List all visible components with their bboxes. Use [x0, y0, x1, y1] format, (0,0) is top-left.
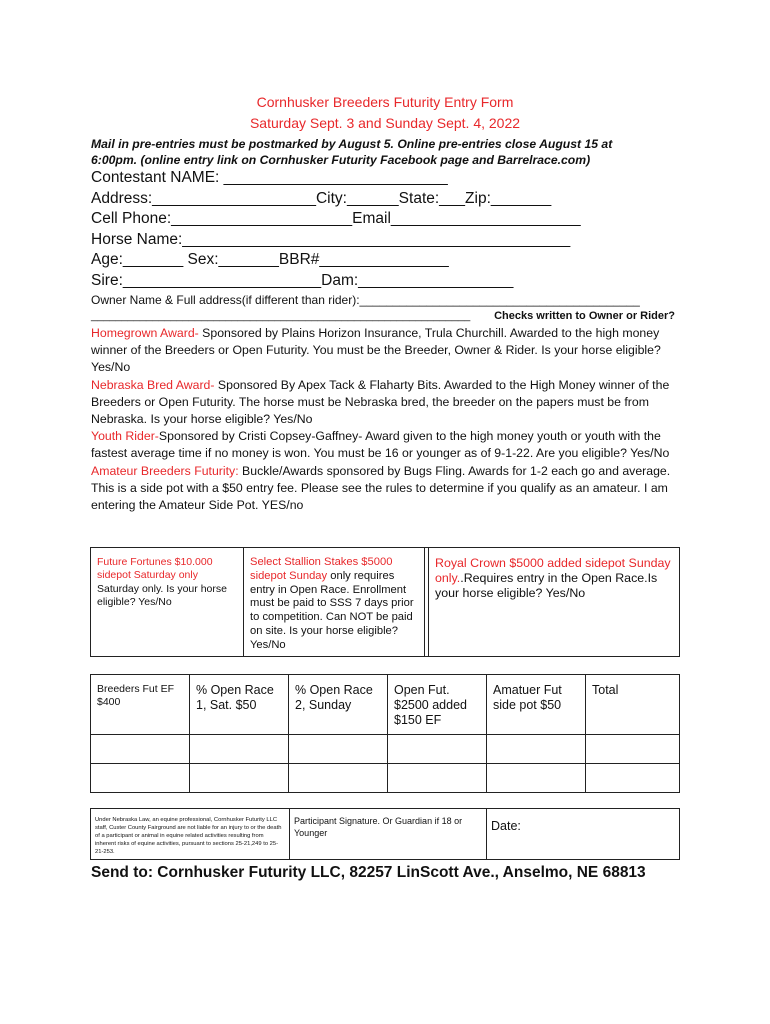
fee-cell[interactable] [487, 735, 586, 764]
participant-signature[interactable]: Participant Signature. Or Guardian if 18 or Younger [290, 809, 487, 860]
mail-instructions: Mail in pre-entries must be postmarked by August 5. Online pre-entries close August 15 at 6:00pm. (online entry link on Cornhusker Futurity Facebook page and Barrelrace.com) [91, 137, 613, 167]
signature-table [90, 808, 680, 860]
contestant-name-field[interactable]: Contestant NAME: __________________________ [91, 169, 448, 186]
sidepot-table [90, 547, 680, 657]
award-amateur [91, 463, 679, 515]
fee-cell[interactable] [586, 735, 680, 764]
award-text: Sponsored by Plains Horizon Insurance, Trula Churchill. Awarded to the high money winner of the Breeders or Open Futurity. You must be the Breeder, Owner & Rider. Is your horse eligible? Yes/No [91, 326, 661, 375]
fee-cell[interactable] [289, 735, 388, 764]
sidepot-title: Royal Crown $5000 added sidepot Sunday only. [435, 556, 671, 585]
fee-cell[interactable] [91, 764, 190, 793]
sidepot-title: Select Stallion Stakes $5000 sidepot Sunday [250, 556, 393, 582]
sire-dam-field[interactable]: Sire:_______________________Dam:__________________ [91, 272, 514, 289]
fee-cell[interactable] [388, 735, 487, 764]
fee-header-total: Total [586, 675, 680, 735]
fee-table [90, 674, 680, 793]
fee-header-open-futurity: Open Fut. $2500 added $150 EF [388, 675, 487, 735]
award-label: Homegrown Award- [91, 326, 199, 340]
sidepot-select-stallion[interactable] [244, 548, 425, 657]
form-title: Cornhusker Breeders Futurity Entry Form [256, 94, 514, 110]
awards-section [91, 325, 679, 514]
send-to-address: Send to: Cornhusker Futurity LLC, 82257 LinScott Ave., Anselmo, NE 68813 [91, 864, 646, 881]
fee-cell[interactable] [91, 735, 190, 764]
horse-name-field[interactable]: Horse Name:_____________________________________________ [91, 231, 571, 248]
owner-blank-line[interactable]: ______________________________________________________________ [91, 310, 471, 322]
checks-payee: Checks written to Owner or Rider? [494, 310, 675, 322]
fee-cell[interactable] [190, 764, 289, 793]
award-text: Buckle/Awards sponsored by Bugs Fling. Awards for 1-2 each go and average. This is a side pot with a $50 entry fee. Please see the rules to determine if you qualify as an amateur. I am entering the Amateur Side Pot. YES/no [91, 463, 671, 513]
sidepot-title: Future Fortunes $10.000 sidepot Saturday only [97, 556, 213, 582]
fee-cell[interactable] [586, 764, 680, 793]
fee-cell[interactable] [388, 764, 487, 793]
award-homegrown [91, 325, 679, 377]
age-sex-bbr-field[interactable]: Age:_______ Sex:_______BBR#_______________ [91, 251, 449, 268]
fee-header-amateur: Amatuer Fut side pot $50 [487, 675, 586, 735]
award-youth-rider [91, 428, 679, 462]
fee-header-open-race-1: % Open Race 1, Sat. $50 [190, 675, 289, 735]
award-label: Amateur Breeders Futurity: [91, 463, 239, 478]
award-label: Youth Rider- [91, 429, 159, 444]
award-nebraska-bred [91, 377, 679, 429]
sidepot-text: only requires entry in Open Race. Enrollment must be paid to SSS 7 days prior to competition. Can NOT be paid on site. Is your horse eligible? Yes/No [250, 569, 414, 651]
address-field[interactable]: Address:___________________City:______State:___Zip:_______ [91, 190, 552, 207]
sidepot-future-fortunes[interactable] [91, 548, 244, 657]
award-text: Sponsored By Apex Tack & Flaharty Bits. Awarded to the High Money winner of the Breeders or Open Futurity. The horse must be Nebraska bred, the breeder on the papers must be from Nebraska. Is your horse eligible? Yes/No [91, 377, 670, 427]
date-field[interactable]: Date: [487, 809, 680, 860]
fee-header-open-race-2: % Open Race 2, Sunday [289, 675, 388, 735]
fee-cell[interactable] [190, 735, 289, 764]
sidepot-text: .Requires entry in the Open Race.Is your horse eligible? Yes/No [435, 571, 658, 600]
fee-cell[interactable] [487, 764, 586, 793]
sidepot-text: Saturday only. Is your horse eligible? Yes/No [97, 582, 227, 609]
award-label: Nebraska Bred Award- [91, 377, 215, 392]
award-text: Sponsored by Cristi Copsey-Gaffney- Award given to the high money youth or youth with the fastest average time if no money is won. You must be 16 or younger as of 9-1-22. Are you eligible? Yes/No [91, 429, 670, 461]
sidepot-royal-crown[interactable] [429, 548, 680, 657]
owner-field-line2 [91, 310, 675, 322]
owner-field[interactable]: Owner Name & Full address(if different than rider):__________________________________________ [91, 293, 640, 307]
liability-notice: Under Nebraska Law, an equine professional, Cornhusker Futurity LLC staff, Custer County Fairground are not liable for an injury to or the death of a participant or animal in equine related activities resulting from inherent risks of equine activities, pursuant to sections 25-21,249 to 25-21-253. [91, 809, 290, 860]
form-subtitle: Saturday Sept. 3 and Sunday Sept. 4, 2022 [249, 115, 521, 131]
fee-cell[interactable] [289, 764, 388, 793]
fee-header-breeders: Breeders Fut EF $400 [91, 675, 190, 735]
phone-email-field[interactable]: Cell Phone:_____________________Email______________________ [91, 210, 581, 227]
